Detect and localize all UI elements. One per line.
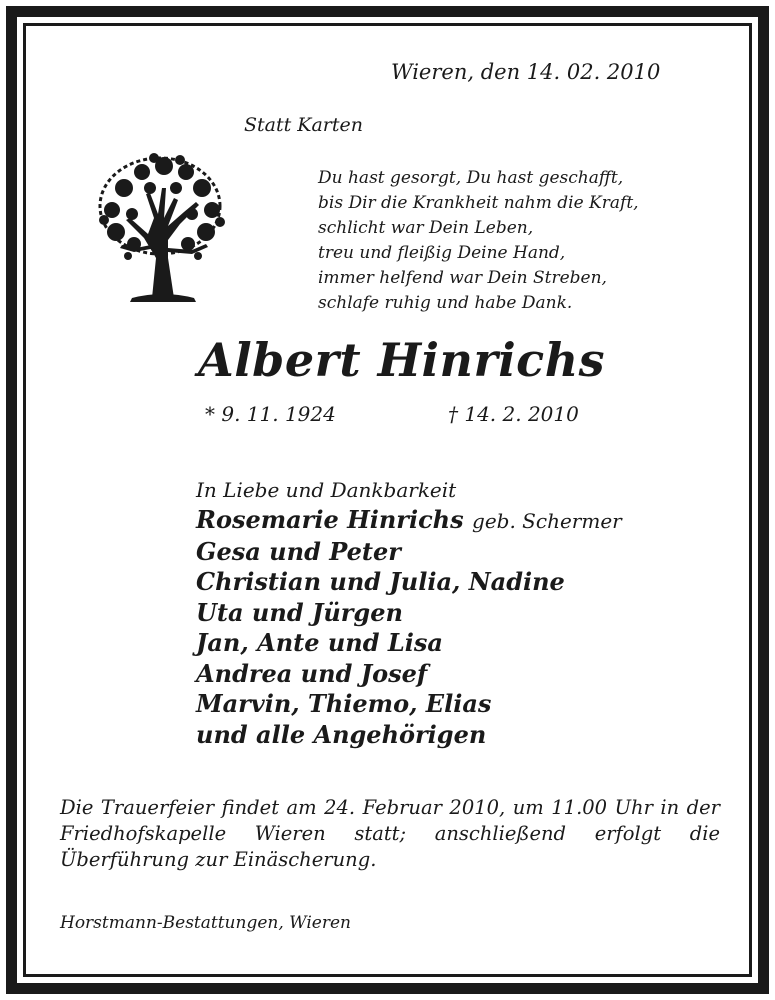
tree-icon [84, 148, 236, 308]
death-date: † 14. 2. 2010 [448, 402, 579, 426]
mourner-line: Jan, Ante und Lisa [196, 628, 443, 657]
statt-karten: Statt Karten [244, 114, 364, 136]
mourner-line: Marvin, Thiemo, Elias [196, 689, 492, 718]
mourner-line: Christian und Julia, Nadine [196, 567, 565, 596]
poem-line: treu und fleißig Deine Hand, [318, 243, 566, 263]
spouse-name: Rosemarie Hinrichs [196, 505, 464, 534]
poem-line: immer helfend war Dein Streben, [318, 268, 607, 288]
funeral-notice: Die Trauerfeier findet am 24. Februar 2010, um 11.00 Uhr in der Friedhofskapelle Wieren statt; anschließend erfolgt die Überführung zur Einäscherung. [60, 796, 720, 871]
deceased-name: Albert Hinrichs [198, 333, 606, 387]
mourner-line: Uta und Jürgen [196, 597, 403, 627]
mourner-line: Gesa und Peter [196, 536, 401, 566]
poem-line: Du hast gesorgt, Du hast geschafft, [318, 168, 624, 188]
poem [318, 166, 639, 316]
spouse-maiden-name: geb. Schermer [472, 509, 622, 533]
poem-line: schlafe ruhig und habe Dank. [318, 293, 573, 313]
mourner-line: Andrea und Josef [196, 658, 428, 688]
mourner-spouse [196, 505, 622, 537]
poem-line: schlicht war Dein Leben, [318, 218, 534, 238]
mourner-line: und alle Angehörigen [196, 719, 487, 749]
birth-date: * 9. 11. 1924 [205, 402, 336, 426]
undertaker: Horstmann-Bestattungen, Wieren [60, 913, 351, 933]
date-line: Wieren, den 14. 02. 2010 [391, 60, 661, 84]
mourners-list [196, 505, 622, 750]
mourners-intro: In Liebe und Dankbarkeit [196, 478, 457, 502]
poem-line: bis Dir die Krankheit nahm die Kraft, [318, 193, 639, 213]
